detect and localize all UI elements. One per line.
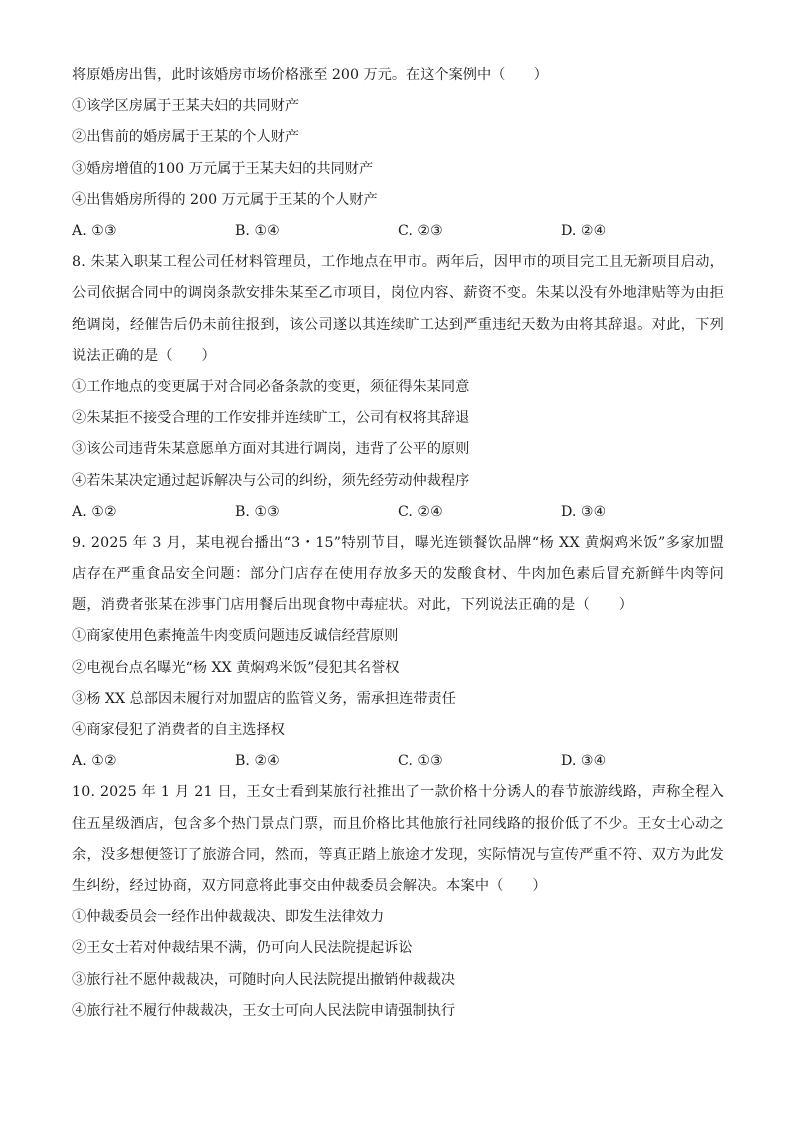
q8-choices xyxy=(72,497,724,528)
q9-statement-2: ②电视台点名曝光“杨 XX 黄焖鸡米饭”侵犯其名誉权 xyxy=(72,659,400,676)
q10-statement-4: ④旅行社不履行仲裁裁决，王女士可向人民法院申请强制执行 xyxy=(72,1002,456,1019)
q10-statement-3: ③旅行社不愿仲裁裁决，可随时向人民法院提出撤销仲裁裁决 xyxy=(72,971,456,988)
document-page xyxy=(72,60,724,1027)
q10-statement-2: ②王女士若对仲裁结果不满，仍可向人民法院提起诉讼 xyxy=(72,940,413,957)
q8-statement-1: ①工作地点的变更属于对合同必备条款的变更，须征得朱某同意 xyxy=(72,378,470,395)
q7-stem-tail: 将原婚房出售，此时该婚房市场价格涨至 200 万元。在这个案例中（ ） xyxy=(72,67,548,83)
q9-statement-4: ④商家侵犯了消费者的自主选择权 xyxy=(72,722,285,739)
q9-choice-d: D. ③④ xyxy=(561,753,607,770)
q8-statement-2: ②朱某拒不接受合理的工作安排并连续旷工，公司有权将其辞退 xyxy=(72,410,470,427)
q7-choice-b: B. ①④ xyxy=(235,222,280,239)
q7-choice-c: C. ②③ xyxy=(398,222,443,239)
q8-choice-a: A. ①② xyxy=(72,503,117,520)
q7-statement-4: ④出售婚房所得的 200 万元属于王某的个人财产 xyxy=(72,191,378,208)
q7-choice-d: D. ②④ xyxy=(561,222,607,239)
q7-statement-1: ①该学区房属于王某夫妇的共同财产 xyxy=(72,98,300,115)
q8-statement-4: ④若朱某决定通过起诉解决与公司的纠纷，须先经劳动仲裁程序 xyxy=(72,472,470,489)
q10-statement-1: ①仲裁委员会一经作出仲裁裁决、即发生法律效力 xyxy=(72,909,385,926)
q7-choices xyxy=(72,216,724,247)
q9-statement-3: ③杨 XX 总部因未履行对加盟店的监管义务，需承担连带责任 xyxy=(72,690,456,707)
q10-stem: 10. 2025 年 1 月 21 日，王女士看到某旅行社推出了一款价格十分诱人的春节旅游线路，声称全程入住五星级酒店，包含多个热门景点门票，而且价格比其他旅行社同线路的报价低了不少。王女士心动之余，没多想便签订了旅游合同，然而，等真正踏上旅途才发现，实际情况与宣传严重不符、双方为此发生纠纷，经过协商，双方同意将此事交由仲裁委员会解决。本案中（ ） xyxy=(72,784,724,895)
q8-statement-3: ③该公司违背朱某意愿单方面对其进行调岗，违背了公平的原则 xyxy=(72,441,470,458)
q8-choice-d: D. ③④ xyxy=(561,503,607,520)
q9-stem: 9. 2025 年 3 月，某电视台播出“3・15”特别节目，曝光连锁餐饮品牌“杨 XX 黄焖鸡米饭”多家加盟店存在严重食品安全问题：部分门店存在使用存放多天的发酸食材、牛肉加色素后冒充新鲜牛肉等问题，消费者张某在涉事门店用餐后出现食物中毒症状。对此，下列说法正确的是（ ） xyxy=(72,534,724,614)
q8-stem: 8. 朱某入职某工程公司任材料管理员，工作地点在甲市。两年后，因甲市的项目完工且无新项目启动，公司依据合同中的调岗条款安排朱某至乙市项目，岗位内容、薪资不变。朱某以没有外地津贴等为由拒绝调岗，经催告后仍未前往报到，该公司遂以其连续旷工达到严重违纪天数为由将其辞退。对此，下列说法正确的是（ ） xyxy=(72,254,724,364)
q7-statement-3: ③婚房增值的100 万元属于王某夫妇的共同财产 xyxy=(72,160,374,177)
q7-statement-2: ②出售前的婚房属于王某的个人财产 xyxy=(72,129,300,146)
q8-choice-b: B. ①③ xyxy=(235,503,280,520)
q9-choice-a: A. ①② xyxy=(72,753,117,770)
q9-choice-b: B. ②④ xyxy=(235,753,280,770)
q8-choice-c: C. ②④ xyxy=(398,503,443,520)
q9-choice-c: C. ①③ xyxy=(398,753,443,770)
q7-choice-a: A. ①③ xyxy=(72,222,117,239)
q9-statement-1: ①商家使用色素掩盖牛肉变质问题违反诚信经营原则 xyxy=(72,628,399,645)
q9-choices xyxy=(72,746,724,777)
